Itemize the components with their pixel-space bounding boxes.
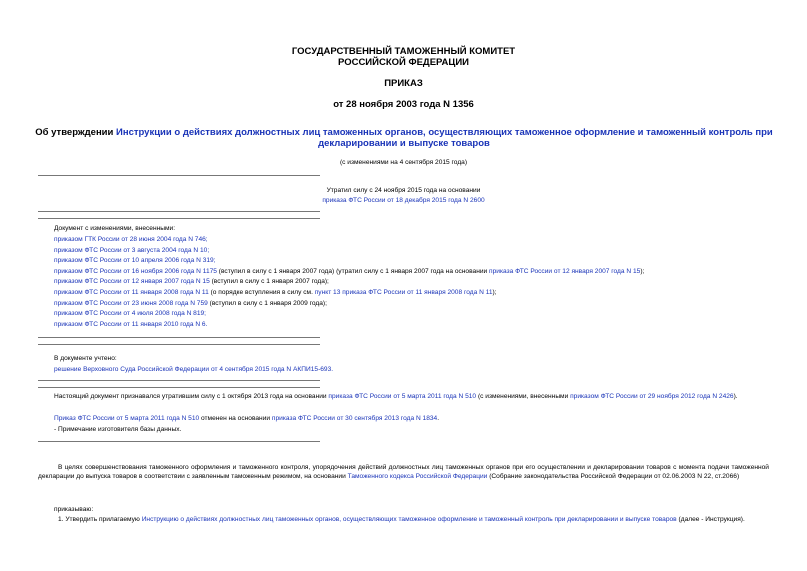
note-p2-link[interactable]: Приказ ФТС России от 5 марта 2011 года N 510 bbox=[54, 415, 200, 422]
org-name-line2: РОССИЙСКОЙ ФЕДЕРАЦИИ bbox=[337, 57, 469, 68]
change-item-link[interactable]: приказом ФТС России от 11 января 2008 года N 11 bbox=[54, 289, 209, 296]
item1-instruction-link[interactable]: Инструкцию о действиях должностных лиц таможенных органов, осуществляющих таможенное оформление и таможенный контроль при декларировании и выпуске товаров bbox=[141, 516, 677, 523]
title-prefix: Об утверждении bbox=[35, 127, 116, 138]
change-item-text: (вступил в силу с 1 января 2009 года); bbox=[207, 299, 327, 307]
change-item bbox=[54, 289, 497, 297]
note-p1-text3: ). bbox=[733, 393, 738, 400]
divider bbox=[38, 344, 320, 345]
divider bbox=[38, 387, 320, 388]
intro-paragraph bbox=[38, 464, 769, 481]
note-paragraph-2 bbox=[54, 415, 439, 423]
doc-type: ПРИКАЗ bbox=[384, 78, 423, 89]
title-instruction-link[interactable]: Инструкции о действиях должностных лиц таможенных органов, осуществляющих таможенное оформление и таможенный контроль при bbox=[116, 127, 773, 138]
divider bbox=[38, 380, 320, 381]
change-item-text: (вступил в силу с 1 января 2007 года) (утратил силу с 1 января 2007 года на основании bbox=[216, 267, 490, 275]
change-item bbox=[54, 310, 206, 318]
intro-code-link[interactable]: Таможенного кодекса Российской Федерации bbox=[347, 472, 488, 480]
change-item-link[interactable]: приказом ФТС России от 11 января 2010 года N 6. bbox=[54, 320, 208, 328]
change-item bbox=[54, 268, 644, 276]
note-p1-link[interactable]: приказа ФТС России от 5 марта 2011 года N 510 bbox=[328, 393, 477, 400]
doc-title bbox=[30, 127, 778, 149]
change-item bbox=[54, 300, 327, 308]
considered-heading: В документе учтено: bbox=[54, 355, 117, 362]
note-p1-link2[interactable]: приказом ФТС России от 29 ноября 2012 года bbox=[570, 393, 711, 400]
item1-text: 1. Утвердить прилагаемую bbox=[58, 516, 142, 523]
change-item-text2: ); bbox=[640, 267, 645, 275]
divider bbox=[38, 441, 320, 442]
divider bbox=[38, 211, 320, 212]
intro-text: В целях совершенствования таможенного оформления и таможенного контроля, упорядочения действий должностных лиц таможенных органов при его осуществлении и декларировании товаров с момента подачи таможенной декларации до выпуска товаров в соответствии с заявленным таможенным режимом, на основании bbox=[38, 464, 769, 480]
change-item-link[interactable]: приказом ФТС России от 4 июля 2008 года N 819; bbox=[54, 310, 207, 318]
change-item-link[interactable]: приказом ФТС России от 10 апреля 2006 года N 319; bbox=[54, 257, 216, 265]
note-p2-link2[interactable]: приказа ФТС России от 30 сентября 2013 года N 1834 bbox=[271, 415, 438, 422]
note-p1-link2b[interactable]: N 2426 bbox=[712, 393, 734, 400]
org-name-line1: ГОСУДАРСТВЕННЫЙ ТАМОЖЕННЫЙ КОМИТЕТ bbox=[291, 46, 516, 57]
void-notice-link[interactable]: приказа ФТС России от 18 декабря 2015 года N 2600 bbox=[322, 197, 485, 204]
change-item-text: (вступил в силу с 1 января 2007 года); bbox=[209, 278, 329, 286]
note-paragraph-3: - Примечание изготовителя базы данных. bbox=[54, 426, 182, 433]
doc-date: от 28 ноября 2003 года N 1356 bbox=[333, 99, 474, 110]
change-item-link[interactable]: приказом ФТС России от 23 июня 2008 года N 759 bbox=[54, 299, 208, 307]
change-item bbox=[54, 236, 208, 244]
divider bbox=[38, 175, 320, 176]
title-instruction-link-cont[interactable]: декларировании и выпуске товаров bbox=[318, 138, 490, 149]
note-p2-text: отменен на основании bbox=[199, 415, 272, 422]
considered-link[interactable]: решение Верховного Суда Российской Федерации от 4 сентября 2015 года N АКПИ15-693. bbox=[54, 366, 334, 373]
change-item bbox=[54, 247, 209, 255]
divider bbox=[38, 218, 320, 219]
change-item-link[interactable]: приказом ФТС России от 3 августа 2004 года N 10; bbox=[54, 246, 210, 254]
item-1-paragraph bbox=[38, 516, 769, 525]
change-item bbox=[54, 257, 216, 265]
note-p1-text: Настоящий документ признавался утратившим силу с 1 октября 2013 года на основании bbox=[54, 393, 329, 400]
change-item bbox=[54, 278, 329, 286]
order-word: приказываю: bbox=[54, 506, 94, 513]
change-item-text: (о порядке вступления в силу см. bbox=[208, 289, 315, 296]
change-item-link2[interactable]: приказа ФТС России от 12 января 2007 года N 15 bbox=[489, 267, 641, 275]
void-notice-text: Утратил силу с 24 ноября 2015 года на основании bbox=[326, 187, 481, 194]
change-item-link[interactable]: приказом ГТК России от 28 июня 2004 года N 746; bbox=[54, 236, 208, 243]
amended-note: (с изменениями на 4 сентября 2015 года) bbox=[339, 159, 468, 166]
note-p1-text2: (с изменениями, внесенными bbox=[476, 393, 571, 400]
note-p2-text2: . bbox=[437, 415, 440, 422]
note-paragraph-1 bbox=[38, 393, 769, 402]
change-item-link[interactable]: приказом ФТС России от 16 ноября 2006 года N 1175 bbox=[54, 267, 217, 275]
divider bbox=[38, 337, 320, 338]
change-item-text2: ); bbox=[492, 289, 497, 296]
change-item-link2[interactable]: пункт 13 приказа ФТС России от 11 января 2008 года N 11 bbox=[314, 289, 493, 296]
change-item bbox=[54, 321, 207, 329]
change-item-link[interactable]: приказом ФТС России от 12 января 2007 года N 15 bbox=[54, 278, 210, 286]
intro-text2: (Собрание законодательства Российской Федерации от 02.06.2003 N 22, ст.2066) bbox=[487, 472, 740, 480]
changes-heading: Документ с изменениями, внесенными: bbox=[54, 225, 176, 232]
item1-text2: (далее - Инструкция). bbox=[676, 516, 745, 523]
